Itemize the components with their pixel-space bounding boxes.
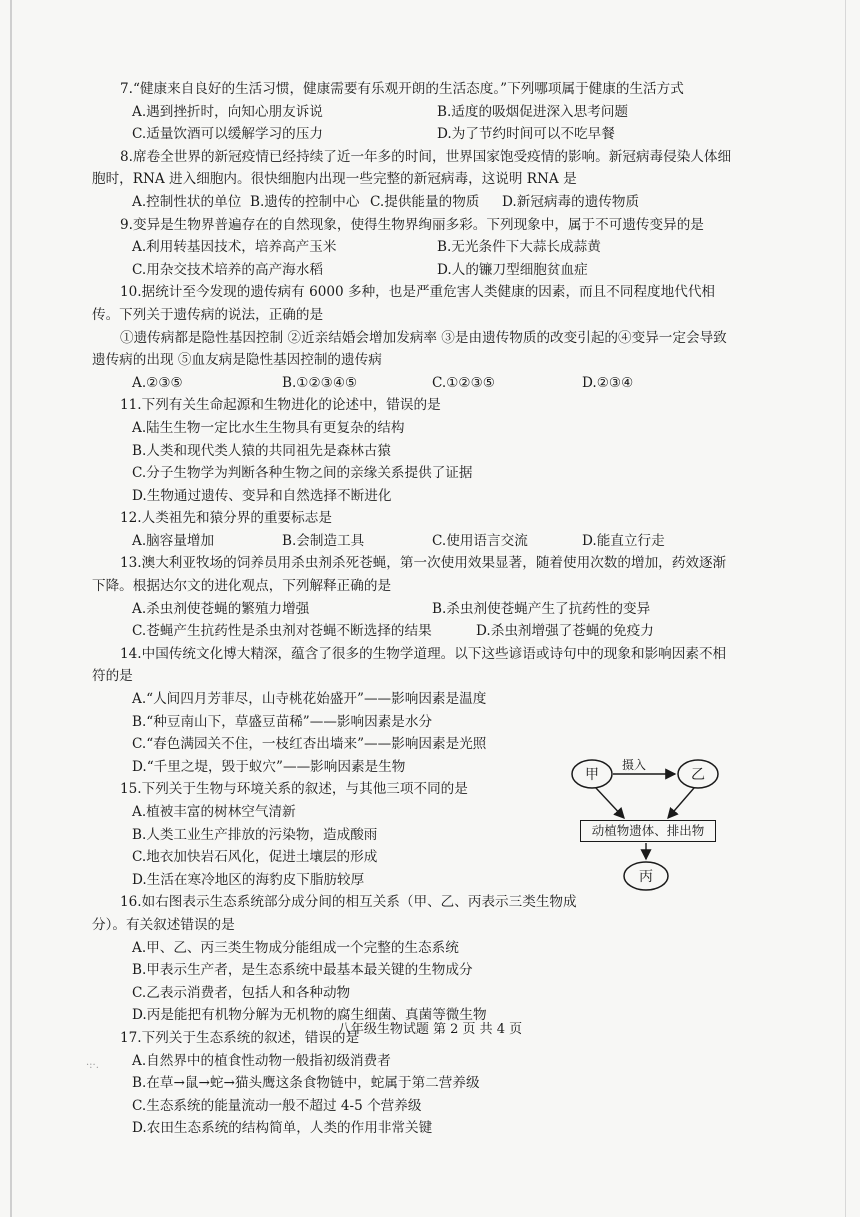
question-stem: 14.中国传统文化博大精深，蕴含了很多的生物学道理。以下这些谚语或诗句中的现象和影响因素不相符的是 [92, 645, 727, 685]
option-d: D.人的镰刀型细胞贫血症 [437, 261, 588, 278]
node-bing-label: 丙 [639, 869, 653, 885]
question-stem: 7.“健康来自良好的生活习惯，健康需要有乐观开朗的生活态度。”下列哪项属于健康的生活方式 [120, 81, 684, 97]
option-c: C.提供能量的物质 [370, 193, 480, 210]
option-b: B.甲表示生产者，是生态系统中最基本最关键的生物成分 [132, 962, 473, 979]
node-jia-label: 甲 [585, 767, 599, 783]
question-stem: 10.据统计至今发现的遗传病有 6000 多种，也是严重危害人类健康的因素，而且不同程度地代代相传。下列关于遗传病的说法，正确的是 [92, 284, 716, 323]
option-d: D.②③④ [582, 374, 634, 391]
option-c: C.用杂交技术培养的高产海水稻 [132, 261, 323, 278]
option-c: C.生态系统的能量流动一般不超过 4-5 个营养级 [132, 1097, 422, 1114]
option-b: B.适度的吸烟促进深入思考问题 [437, 103, 629, 120]
question-12 [92, 507, 732, 552]
ecosystem-diagram [562, 752, 732, 892]
question-11 [92, 394, 732, 507]
option-b: B.“种豆南山下，草盛豆苗稀”——影响因素是水分 [132, 713, 433, 730]
option-b: B.①②③④⑤ [282, 374, 358, 391]
option-d: D.生活在寒冷地区的海豹皮下脂肪较厚 [132, 871, 365, 888]
option-d: D.杀虫剂增强了苍蝇的免疫力 [476, 623, 654, 640]
question-8 [92, 146, 732, 214]
option-c: C.苍蝇产生抗药性是杀虫剂对苍蝇不断选择的结果 [132, 623, 432, 640]
option-c: C.①②③⑤ [432, 374, 495, 391]
page-footer: 八年级生物试题 第 2 页 共 4 页 [337, 1022, 523, 1037]
option-a: A.遇到挫折时，向知心朋友诉说 [132, 103, 323, 120]
option-c: C.适量饮酒可以缓解学习的压力 [132, 126, 323, 143]
option-b: B.遗传的控制中心 [250, 193, 360, 210]
question-stem: 13.澳大利亚牧场的饲养员用杀虫剂杀死苍蝇，第一次使用效果显著，随着使用次数的增加，药效逐渐下降。根据达尔文的进化观点，下列解释正确的是 [92, 555, 727, 595]
option-a: A.杀虫剂使苍蝇的繁殖力增强 [132, 600, 310, 617]
option-b: B.在草→鼠→蛇→猫头鹰这条食物链中，蛇属于第二营养级 [132, 1075, 480, 1092]
question-stem: 9.变异是生物界普遍存在的自然现象，使得生物界绚丽多彩。下列现象中，属于不可遗传变异的是 [120, 216, 704, 233]
question-stem: 16.如右图表示生态系统部分成分间的相互关系（甲、乙、丙表示三类生物成分）。有关叙述错误的是 [92, 894, 577, 933]
option-d: D.丙是能把有机物分解为无机物的腐生细菌、真菌等微生物 [132, 1007, 487, 1024]
question-stem: 15.下列关于生物与环境关系的叙述，与其他三项不同的是 [120, 781, 468, 798]
yi-to-box-arrow [668, 788, 694, 818]
option-b: B.无光条件下大蒜长成蒜黄 [437, 239, 601, 256]
option-b: B.会制造工具 [282, 532, 365, 549]
question-statements: ①遗传病都是隐性基因控制 ②近亲结婚会增加发病率 ③是由遗传物质的改变引起的④变异一定会导致遗传病的出现 ⑤血友病是隐性基因控制的遗传病 [92, 329, 727, 369]
option-b: B.人类工业生产排放的污染物，造成酸雨 [132, 826, 378, 843]
option-a: A.甲、乙、丙三类生物成分能组成一个完整的生态系统 [132, 939, 459, 956]
question-stem: 17.下列关于生态系统的叙述，错误的是 [120, 1029, 360, 1046]
option-d: D.为了节约时间可以不吃早餐 [437, 126, 615, 143]
option-c: C.使用语言交流 [432, 532, 528, 549]
option-d: D.能直立行走 [582, 532, 665, 549]
remains-box: 动植物遗体、排出物 [580, 820, 716, 842]
option-a: A.自然界中的植食性动物一般指初级消费者 [132, 1052, 391, 1069]
question-16 [92, 891, 732, 1027]
option-d: D.新冠病毒的遗传物质 [502, 193, 640, 210]
question-stem: 12.人类祖先和猿分界的重要标志是 [120, 510, 332, 527]
question-9 [92, 214, 732, 282]
option-c: C.乙表示消费者，包括人和各种动物 [132, 984, 351, 1001]
option-d: D.“千里之堤，毁于蚁穴”——影响因素是生物 [132, 758, 406, 775]
option-a: A.陆生生物一定比水生生物具有更复杂的结构 [132, 419, 405, 436]
option-c: C.地衣加快岩石风化，促进土壤层的形成 [132, 849, 378, 866]
question-7 [92, 78, 732, 146]
option-a: A.②③⑤ [132, 374, 183, 391]
option-b: B.人类和现代类人猿的共同祖先是森林古猿 [132, 442, 391, 459]
question-17 [92, 1027, 732, 1140]
option-c: C.“春色满园关不住，一枝红杏出墙来”——影响因素是光照 [132, 736, 487, 753]
option-a: A.利用转基因技术，培养高产玉米 [132, 239, 337, 256]
option-d: D.生物通过遗传、变异和自然选择不断进化 [132, 487, 392, 504]
option-a: A.控制性状的单位 [132, 193, 242, 210]
question-stem: 8.席卷全世界的新冠疫情已经持续了近一年多的时间，世界国家饱受疫情的影响。新冠病毒侵染人体细胞时，RNA 进入细胞内。很快细胞内出现一些完整的新冠病毒，这说明 RNA 是 [92, 148, 732, 188]
option-b: B.杀虫剂使苍蝇产生了抗药性的变异 [432, 600, 651, 617]
option-a: A.脑容量增加 [132, 532, 215, 549]
question-13 [92, 552, 732, 642]
option-d: D.农田生态系统的结构简单，人类的作用非常关键 [132, 1120, 433, 1137]
option-a: A.植被丰富的树林空气清新 [132, 804, 296, 820]
question-list [92, 78, 732, 1140]
scan-speck: ·:·. [86, 1060, 99, 1071]
ingest-label: 摄入 [622, 758, 647, 772]
option-c: C.分子生物学为判断各种生物之间的亲缘关系提供了证据 [132, 465, 473, 482]
question-stem: 11.下列有关生命起源和生物进化的论述中，错误的是 [120, 397, 441, 414]
option-a: A.“人间四月芳菲尽，山寺桃花始盛开”——影响因素是温度 [132, 691, 487, 708]
jia-to-box-arrow [596, 788, 624, 818]
node-yi-label: 乙 [691, 767, 705, 783]
question-10 [92, 281, 732, 394]
